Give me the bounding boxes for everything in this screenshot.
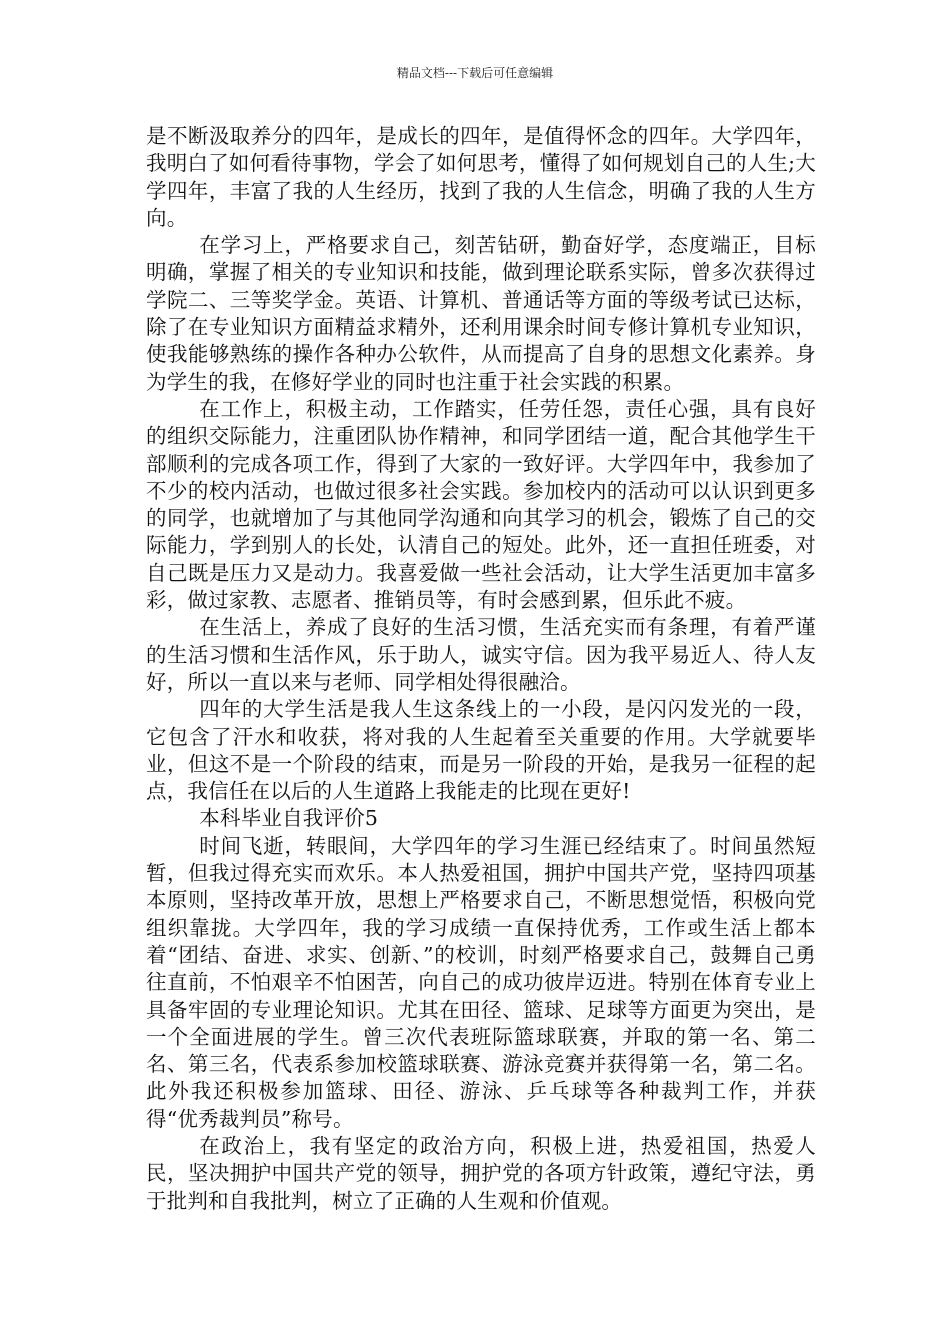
paragraph-study: 在学习上，严格要求自己，刻苦钻研，勤奋好学，态度端正，目标明确，掌握了相关的专业知识和技能，做到理论联系实际，曾多次获得过学院二、三等奖学金。英语、计算机、普通话等方面的等级考试已达标，除了在专业知识方面精益求精外，还利用课余时间专修计算机专业知识，使我能够熟练的操作各种办公软件，从而提高了自身的思想文化素养。身为学生的我，在修好学业的同时也注重于社会实践的积累。	[146, 233, 816, 394]
paragraph-politics: 在政治上，我有坚定的政治方向，积极上进，热爱祖国，热爱人民，坚决拥护中国共产党的领导，拥护党的各项方针政策，遵纪守法，勇于批判和自我批判，树立了正确的人生观和价值观。	[146, 1133, 816, 1213]
page-header: 精品文档---下载后可任意编辑	[396, 66, 554, 80]
section-heading: 本科毕业自我评价5	[199, 806, 379, 831]
paragraph-life: 在生活上，养成了良好的生活习惯，生活充实而有条理，有着严谨的生活习惯和生活作风，乐于助人，诚实守信。因为我平易近人、待人友好，所以一直以来与老师、同学相处得很融洽。	[146, 615, 816, 694]
paragraph-conclusion: 四年的大学生活是我人生这条线上的一小段，是闪闪发光的一段，它包含了汗水和收获，将对我的人生起着至关重要的作用。大学就要毕业，但这不是一个阶段的结束，而是另一阶段的开始，是我另一征程的起点，我信任在以后的人生道路上我能走的比现在更好!	[146, 697, 816, 804]
paragraph-time: 时间飞逝，转眼间，大学四年的学习生涯已经结束了。时间虽然短暂，但我过得充实而欢乐。本人热爱祖国，拥护中国共产党，坚持四项基本原则，坚持改革开放，思想上严格要求自己，不断思想觉悟，积极向党组织靠拢。大学四年，我的学习成绩一直保持优秀，工作或生活上都本着“团结、奋进、求实、创新、”的校训，时刻严格要求自己，鼓舞自己勇往直前，不怕艰辛不怕困苦，向自己的成功彼岸迈进。特别在体育专业上具备牢固的专业理论知识。尤其在田径、篮球、足球等方面更为突出，是一个全面进展的学生。曾三次代表班际篮球联赛，并取的第一名、第二名、第三名，代表系参加校篮球联赛、游泳竞赛并获得第一名，第二名。此外我还积极参加篮球、田径、游泳、乒乓球等各种裁判工作，并获得“优秀裁判员”称号。	[146, 833, 816, 1131]
document-body	[146, 123, 816, 1215]
paragraph-work: 在工作上，积极主动，工作踏实，任劳任怨，责任心强，具有良好的组织交际能力，注重团队协作精神，和同学团结一道，配合其他学生干部顺利的完成各项工作，得到了大家的一致好评。大学四年中，我参加了不少的校内活动，也做过很多社会实践。参加校内的活动可以认识到更多的同学，也就增加了与其他同学沟通和向其学习的机会，锻炼了自己的交际能力，学到别人的长处，认清自己的短处。此外，还一直担任班委，对自己既是压力又是动力。我喜爱做一些社会活动，让大学生活更加丰富多彩，做过家教、志愿者、推销员等，有时会感到累，但乐此不疲。	[146, 396, 816, 613]
paragraph-1: 是不断汲取养分的四年，是成长的四年，是值得怀念的四年。大学四年，我明白了如何看待事物，学会了如何思考，懂得了如何规划自己的人生;大学四年，丰富了我的人生经历，找到了我的人生信念，明确了我的人生方向。	[146, 124, 816, 230]
